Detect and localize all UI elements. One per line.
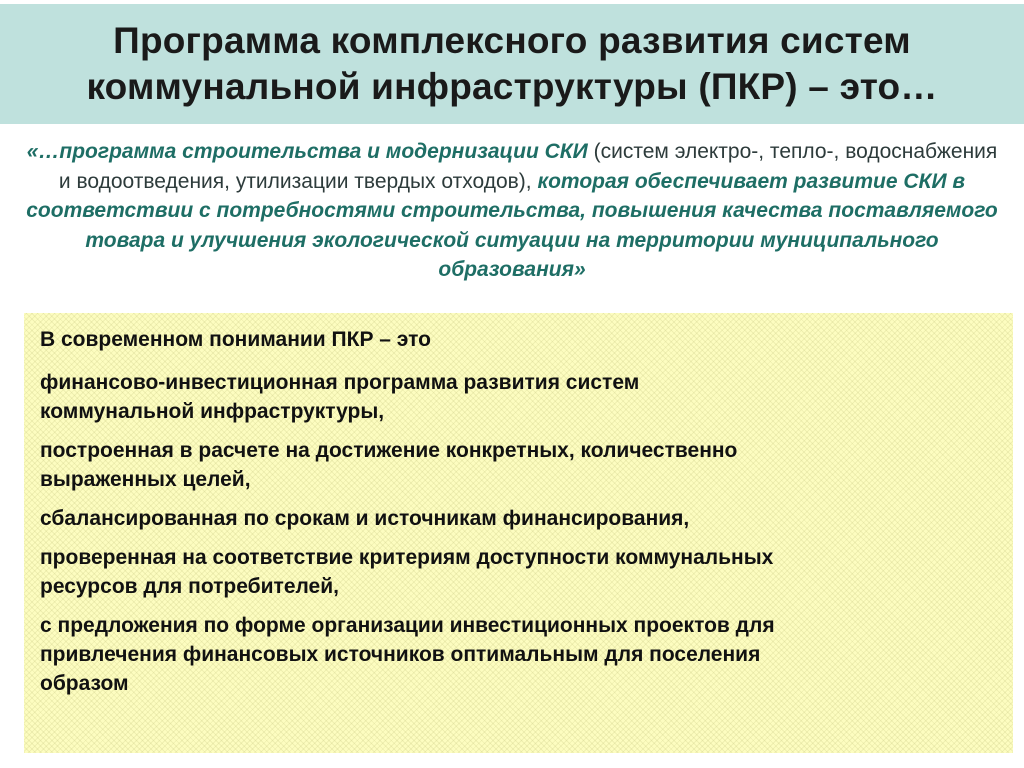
definition-quote xyxy=(20,137,1004,285)
definition-item-5-line-2: привлечения финансовых источников оптимальным для поселения xyxy=(40,643,761,666)
slide-title xyxy=(86,18,937,110)
definition-item-4-suffix: , xyxy=(333,575,339,598)
definition-item-4 xyxy=(40,543,997,601)
definition-item-2-line-2: выраженных целей, xyxy=(40,468,251,491)
slide-title-line-1: Программа комплексного развития систем xyxy=(113,20,911,61)
definition-item-3-line-1: сбалансированная по срокам и источникам финансирования, xyxy=(40,507,690,530)
title-banner xyxy=(0,4,1024,124)
definition-item-4-line-2 xyxy=(40,572,997,601)
slide-title-line-2: коммунальной инфраструктуры (ПКР) – это… xyxy=(86,66,938,107)
quote-emphasis-end: которая обеспечивает развитие СКИ в соответствии с потребностями строительства, повышения качества поставляемого товара и улучшения экологической ситуации на территории муниципального образования» xyxy=(26,169,998,281)
definition-item-2-line-1: построенная в расчете на достижение конкретных, количественно xyxy=(40,439,738,462)
definition-item-5 xyxy=(40,611,997,698)
definition-item-4-line-1: проверенная на соответствие критериям доступности коммунальных xyxy=(40,546,774,569)
definition-item-3 xyxy=(40,504,997,533)
quote-parenthetical: (систем электро-, тепло-, водоснабжения и водоотведения, утилизации твердых отходов), xyxy=(58,140,998,193)
definition-item-4-line-2-text: ресурсов для потребителей xyxy=(40,575,334,598)
definition-item-1-line-1: финансово-инвестиционная программа развития систем xyxy=(40,371,640,394)
definition-item-5-line-1: с предложения по форме организации инвестиционных проектов для xyxy=(40,614,775,637)
definition-item-1 xyxy=(40,368,997,426)
quote-emphasis-start: «…программа строительства и модернизации СКИ xyxy=(26,140,588,163)
definition-item-2 xyxy=(40,436,997,494)
definition-item-1-line-2: коммунальной инфраструктуры, xyxy=(40,400,385,423)
definition-item-5-line-3: образом xyxy=(40,672,129,695)
modern-definition-box xyxy=(24,313,1013,753)
definition-intro: В современном понимании ПКР – это xyxy=(40,328,431,351)
